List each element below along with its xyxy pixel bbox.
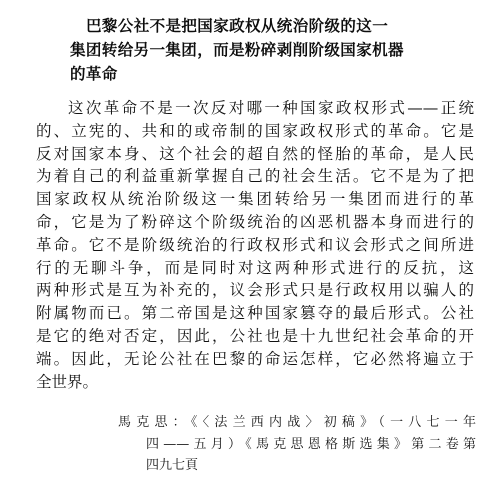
paragraph-line-9: 两种形式是互为补充的，议会形式只是行政权用以骗人的 (36, 281, 474, 300)
paragraph-line-13: 全世界。 (36, 372, 99, 391)
heading-line-3: 的革命 (70, 65, 118, 83)
paragraph-line-2: 的、立宪的、共和的或帝制的国家政权形式的革命。它是 (36, 121, 474, 140)
heading-line-1: 巴黎公社不是把国家政权从统治阶级的这一 (86, 17, 389, 35)
paragraph-line-7: 革命。它不是阶级统治的行政权形式和议会形式之间所进 (36, 235, 474, 254)
paragraph-line-5: 国家政权从统治阶级这一集团转给另一集团而进行的革 (36, 190, 474, 209)
citation-line-3: 四九七頁 (146, 458, 199, 473)
heading-line-2: 集团转给另一集团，而是粉碎剥削阶级国家机器 (70, 41, 404, 59)
paragraph-line-1: 这次革命不是一次反对哪一种国家政权形式——正统 (68, 99, 474, 117)
paragraph-line-11: 是它的绝对否定，因此，公社也是十九世纪社会革命的开 (36, 326, 474, 345)
section-heading (64, 14, 474, 86)
paragraph-line-8: 行的无聊斗争，而是同时对这两种形式进行的反抗，这 (36, 258, 474, 277)
paragraph-line-4: 为着自己的利益重新掌握自己的社会生活。它不是为了把 (36, 167, 474, 186)
paragraph-line-12: 端。因此，无论公社在巴黎的命运怎样，它必然将遍立于 (36, 349, 474, 368)
quotation-paragraph (36, 97, 474, 393)
paragraph-line-10: 附属物而已。第二帝国是这种国家篡夺的最后形式。公社 (36, 304, 474, 323)
paragraph-line-6: 命，它是为了粉碎这个阶级统治的凶恶机器本身而进行的 (36, 212, 474, 231)
citation-line-1: 馬克思：《〈法兰西内战〉初稿》（一八七一年 (118, 415, 476, 430)
citation-line-2: 四——五月）《馬克思恩格斯选集》第二卷第 (146, 436, 476, 452)
source-citation (118, 412, 476, 477)
paragraph-line-3: 反对国家本身、这个社会的超自然的怪胎的革命，是人民 (36, 144, 474, 163)
